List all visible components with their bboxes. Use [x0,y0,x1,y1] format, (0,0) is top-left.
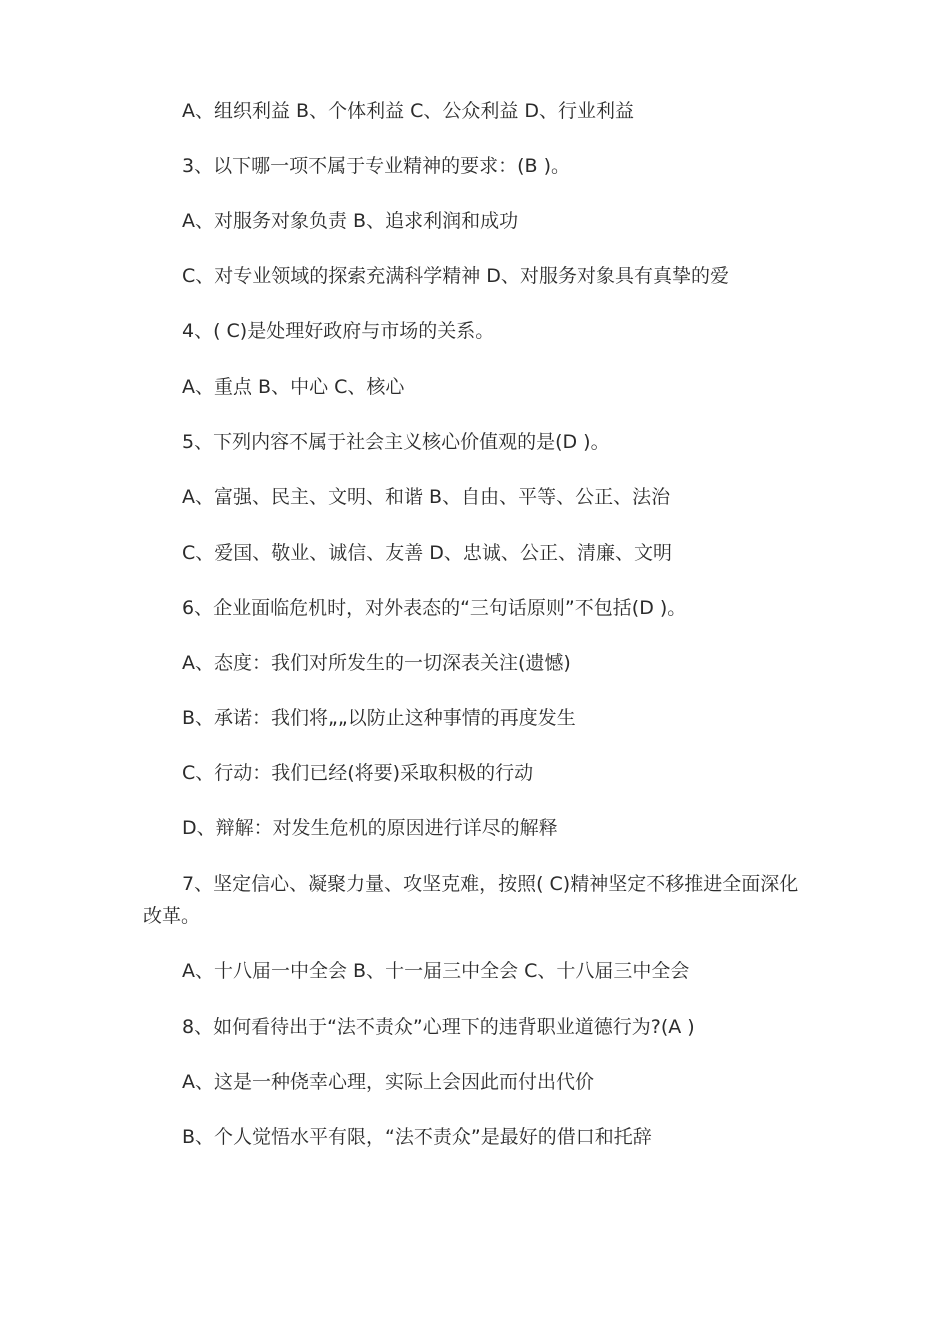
question-line: 6、企业面临危机时，对外表态的“三句话原则”不包括(D )。 [182,597,687,619]
option-line: C、爱国、敬业、诚信、友善 D、忠诚、公正、清廉、文明 [182,542,672,564]
option-line: A、对服务对象负责 B、追求利润和成功 [182,210,519,232]
option-line: B、个人觉悟水平有限，“法不责众”是最好的借口和托辞 [182,1126,652,1148]
option-line: A、重点 B、中心 C、核心 [182,376,405,398]
option-line: B、承诺：我们将„„以防止这种事情的再度发生 [182,707,576,729]
option-line: A、态度：我们对所发生的一切深表关注(遗憾) [182,652,571,674]
option-line: A、组织利益 B、个体利益 C、公众利益 D、行业利益 [182,100,635,122]
option-line: C、行动：我们已经(将要)采取积极的行动 [182,762,534,784]
question-line: 5、下列内容不属于社会主义核心价值观的是(D )。 [182,431,610,453]
option-line: A、十八届一中全会 B、十一届三中全会 C、十八届三中全会 [182,960,690,982]
option-line: A、富强、民主、文明、和谐 B、自由、平等、公正、法治 [182,486,671,508]
question-line: 3、以下哪一项不属于专业精神的要求：(B )。 [182,155,570,177]
option-line: D、辩解：对发生危机的原因进行详尽的解释 [182,817,558,839]
option-line: C、对专业领域的探索充满科学精神 D、对服务对象具有真挚的爱 [182,265,729,287]
question-line: 7、坚定信心、凝聚力量、攻坚克难，按照( C)精神坚定不移推进全面深化改革。 [143,873,799,927]
option-line: A、这是一种侥幸心理，实际上会因此而付出代价 [182,1071,594,1093]
question-line: 8、如何看待出于“法不责众”心理下的违背职业道德行为?(A ) [182,1016,695,1038]
question-line: 4、( C)是处理好政府与市场的关系。 [182,320,495,342]
